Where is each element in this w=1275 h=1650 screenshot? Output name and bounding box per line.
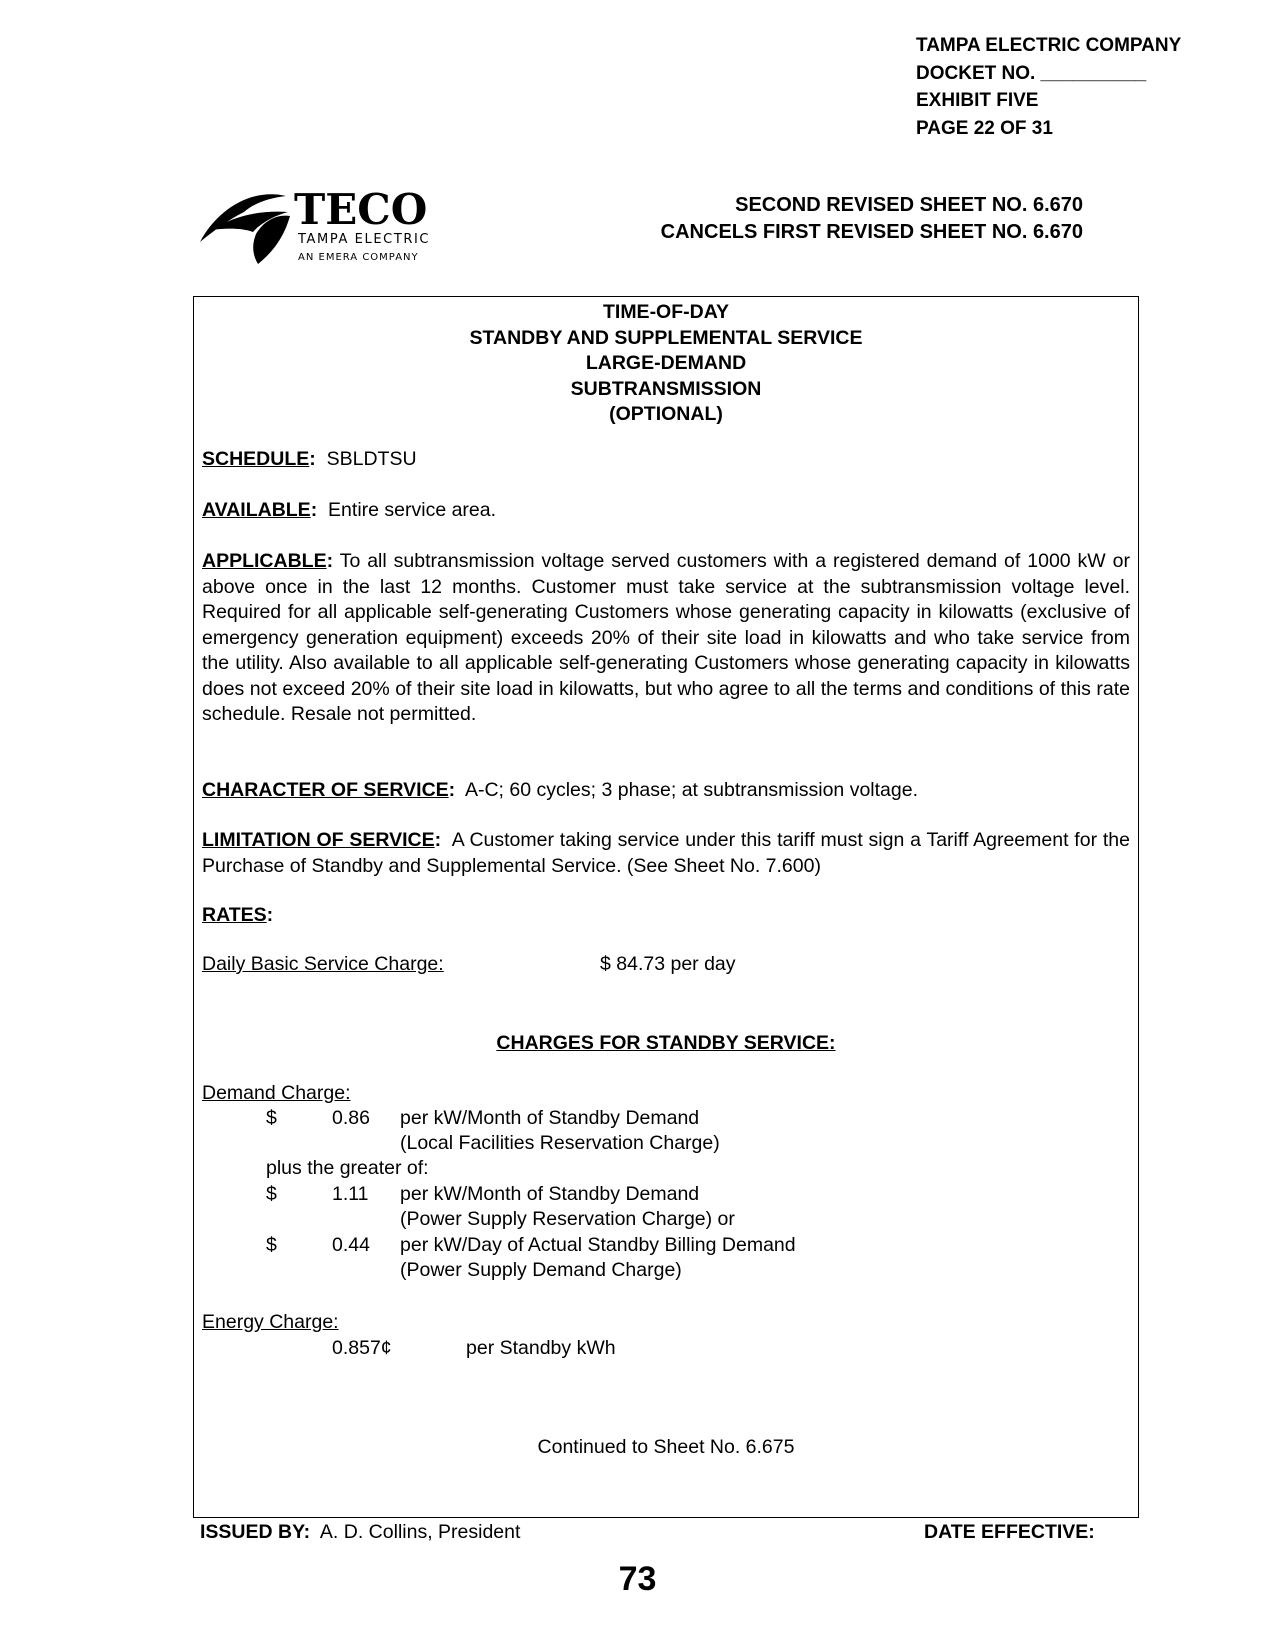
limitation-section: LIMITATION OF SERVICE: A Customer taking service under this tariff must sign a Tariff Agreement for the Purchase of Standby and Supplemental Service. (See Sheet No. 7.600) bbox=[202, 829, 1130, 877]
available-section: AVAILABLE: Entire service area. bbox=[202, 499, 497, 521]
character-value: A-C; 60 cycles; 3 phase; at subtransmission voltage. bbox=[464, 779, 918, 801]
psr-currency: $ bbox=[266, 1183, 277, 1205]
issued-by bbox=[200, 1520, 520, 1546]
rates-section: RATES: bbox=[202, 904, 274, 926]
teco-logo bbox=[198, 190, 518, 280]
sheet-cancels: CANCELS FIRST REVISED SHEET NO. 6.670 bbox=[660, 221, 1083, 243]
rates-label: RATES bbox=[202, 904, 267, 926]
tariff-title bbox=[193, 300, 1139, 428]
limitation-label: LIMITATION OF SERVICE bbox=[202, 829, 435, 851]
logo-tagline: AN EMERA COMPANY bbox=[298, 252, 419, 263]
applicable-section: APPLICABLE: To all subtransmission voltage served customers with a registered demand of 1000 kW or above once in the last 12 months. Customer must take service at the subtransmission voltage level. Required for all applicable self-generating Customers whose generating capacity in kilowatts (exclusive of emergency generation equipment) exceeds 20% of their site load in kilowatts and who take service from the utility. Also available to all applicable self-generating Customers whose generating capacity in kilowatts does not exceed 20% of their site load in kilowatts, but who agree to all the terms and conditions of this rate schedule. Resale not permitted. bbox=[202, 550, 1130, 725]
energy-amount: 0.857¢ bbox=[332, 1337, 392, 1359]
standby-heading: CHARGES FOR STANDBY SERVICE: bbox=[496, 1032, 836, 1054]
demand-charge-label: Demand Charge: bbox=[202, 1082, 351, 1104]
lfr-amount: 0.86 bbox=[332, 1107, 370, 1129]
title-line: SUBTRANSMISSION bbox=[570, 377, 762, 400]
sheet-revised: SECOND REVISED SHEET NO. 6.670 bbox=[735, 194, 1083, 216]
daily-charge-label: Daily Basic Service Charge: bbox=[202, 953, 444, 975]
daily-charge-value: $ 84.73 per day bbox=[600, 953, 736, 975]
schedule-value: SBLDTSU bbox=[326, 448, 417, 470]
plus-greater-of: plus the greater of: bbox=[266, 1157, 429, 1179]
sheet-number-block bbox=[661, 192, 1083, 246]
logo-name: TAMPA ELECTRIC bbox=[298, 232, 431, 247]
title-line: (OPTIONAL) bbox=[609, 403, 723, 425]
psd-amount: 0.44 bbox=[332, 1234, 370, 1256]
psr-note: (Power Supply Reservation Charge) or bbox=[400, 1208, 735, 1230]
lfr-currency: $ bbox=[266, 1107, 277, 1129]
lfr-note: (Local Facilities Reservation Charge) bbox=[400, 1132, 720, 1154]
issued-label: ISSUED BY: bbox=[200, 1521, 311, 1543]
page-of-label: PAGE 22 OF 31 bbox=[916, 117, 1053, 139]
date-effective-label: DATE EFFECTIVE: bbox=[924, 1521, 1095, 1543]
available-label: AVAILABLE bbox=[202, 499, 311, 521]
psd-note: (Power Supply Demand Charge) bbox=[400, 1259, 682, 1281]
schedule-label: SCHEDULE bbox=[202, 448, 310, 470]
energy-desc: per Standby kWh bbox=[466, 1337, 616, 1359]
page-number: 73 bbox=[618, 1560, 657, 1598]
company-name: TAMPA ELECTRIC COMPANY bbox=[916, 35, 1182, 56]
psd-currency: $ bbox=[266, 1234, 277, 1256]
logo-wordmark: TECO bbox=[294, 190, 428, 234]
teco-swoosh-icon bbox=[198, 190, 518, 280]
lfr-desc: per kW/Month of Standby Demand bbox=[400, 1107, 700, 1129]
exhibit-header bbox=[916, 32, 1181, 142]
schedule-section: SCHEDULE: SBLDTSU bbox=[202, 448, 417, 470]
psd-desc: per kW/Day of Actual Standby Billing Demand bbox=[400, 1234, 796, 1256]
applicable-label: APPLICABLE bbox=[202, 550, 327, 572]
title-line: TIME-OF-DAY bbox=[602, 301, 730, 323]
character-label: CHARACTER OF SERVICE bbox=[202, 779, 449, 801]
character-section: CHARACTER OF SERVICE: A-C; 60 cycles; 3 phase; at subtransmission voltage. bbox=[202, 779, 918, 801]
psr-amount: 1.11 bbox=[332, 1183, 369, 1205]
title-line: LARGE-DEMAND bbox=[585, 352, 747, 374]
energy-charge-label: Energy Charge: bbox=[202, 1311, 339, 1333]
exhibit-label: EXHIBIT FIVE bbox=[916, 90, 1039, 111]
applicable-text: To all subtransmission voltage served customers with a registered demand of 1000 kW or above once in the last 12 months. Customer must take service at the subtransmission voltage level. Required for all applicable self-generating Customers whose generating capacity in kilowatts (exclusive of emergency generation equipment) exceeds 20% of their site load in kilowatts and who take service from the utility. Also available to all applicable self-generating Customers whose generating capacity in kilowatts does not exceed 20% of their site load in kilowatts, but who agree to all the terms and conditions of this rate schedule. Resale not permitted. bbox=[202, 550, 1130, 725]
available-value: Entire service area. bbox=[328, 499, 497, 521]
issued-value: A. D. Collins, President bbox=[319, 1521, 521, 1543]
docket-number: DOCKET NO. __________ bbox=[916, 62, 1147, 84]
title-line: STANDBY AND SUPPLEMENTAL SERVICE bbox=[469, 326, 863, 349]
psr-desc: per kW/Month of Standby Demand bbox=[400, 1183, 700, 1205]
continued-note: Continued to Sheet No. 6.675 bbox=[537, 1436, 795, 1458]
limitation-text: A Customer taking service under this tariff must sign a Tariff Agreement for the Purchase of Standby and Supplemental Service. (See Sheet No. 7.600) bbox=[202, 829, 1130, 877]
